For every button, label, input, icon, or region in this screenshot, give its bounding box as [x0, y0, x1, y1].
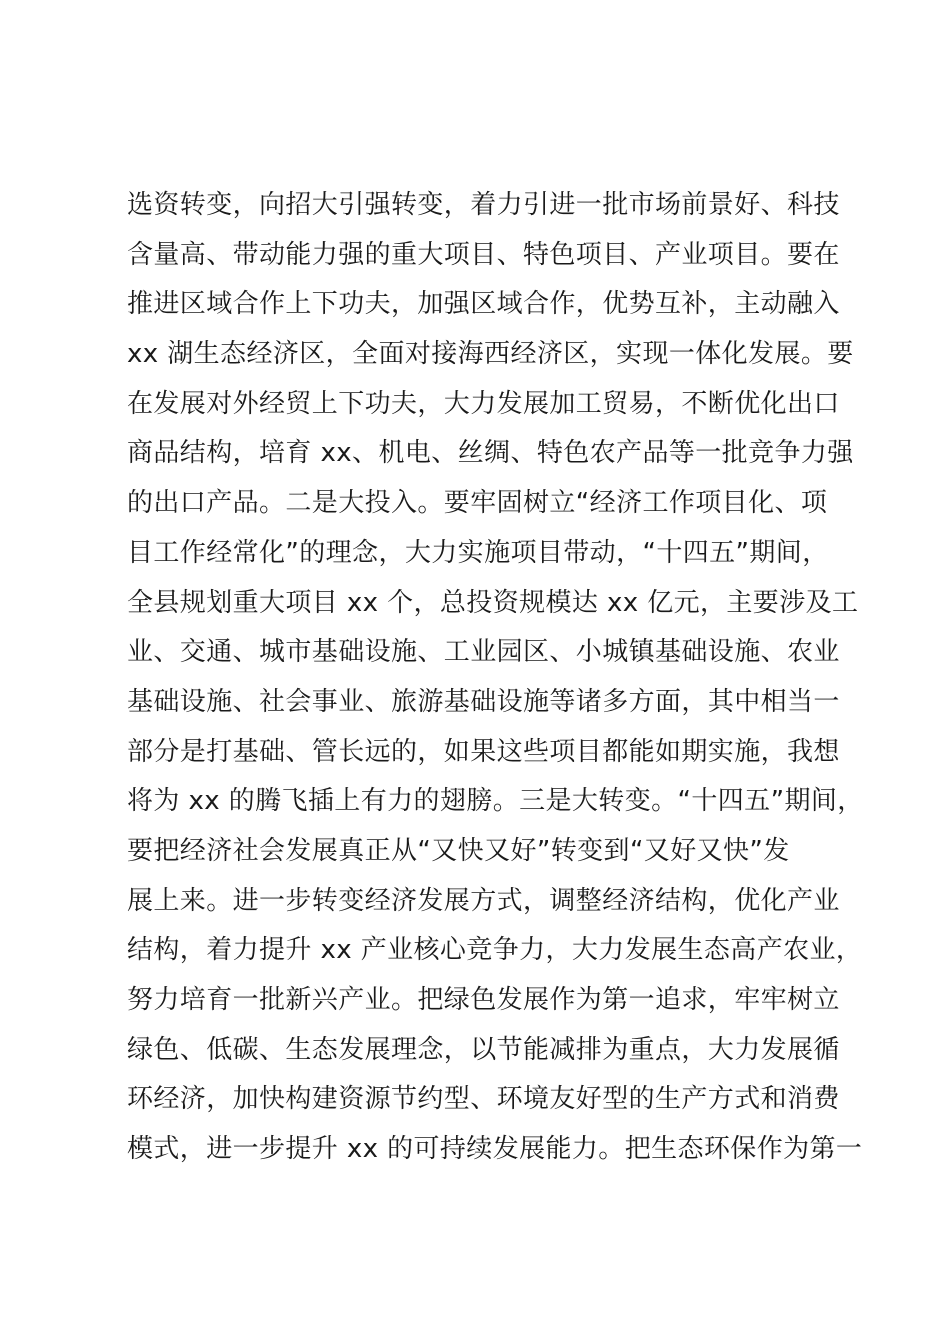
text-line: 选资转变，向招大引强转变，着力引进一批市场前景好、科技: [127, 190, 840, 220]
text-line: 目工作经常化”的理念，大力实施项目带动，“十四五”期间，: [127, 537, 829, 568]
text-line: 基础设施、社会事业、旅游基础设施等诸多方面，其中相当一: [127, 686, 840, 717]
text-line: 绿色、低碳、生态发展理念，以节能减排为重点，大力发展循: [127, 1034, 840, 1065]
text-line: xx 湖生态经济区，全面对接海西经济区，实现一体化发展。要: [127, 339, 854, 370]
text-line: 环经济，加快构建资源节约型、环境友好型的生产方式和消费: [127, 1084, 840, 1115]
text-line: 部分是打基础、管长远的，如果这些项目都能如期实施，我想: [127, 736, 840, 767]
text-line: 展上来。进一步转变经济发展方式，调整经济结构，优化产业: [127, 885, 840, 916]
text-line: 商品结构，培育 xx、机电、丝绸、特色农产品等一批竞争力强: [127, 438, 854, 469]
text-line: 努力培育一批新兴产业。把绿色发展作为第一追求，牢牢树立: [127, 985, 840, 1015]
text-line: 模式，进一步提升 xx 的可持续发展能力。把生态环保作为第一: [127, 1134, 863, 1165]
text-line: 结构，着力提升 xx 产业核心竞争力，大力发展生态高产农业，: [127, 935, 863, 966]
text-line: 推进区域合作上下功夫，加强区域合作，优势互补，主动融入: [127, 289, 840, 320]
text-line: 在发展对外经贸上下功夫，大力发展加工贸易，不断优化出口: [127, 388, 840, 419]
text-line: 业、交通、城市基础设施、工业园区、小城镇基础设施、农业: [127, 637, 840, 668]
text-line: 要把经济社会发展真正从“又快又好”转变到“又好又快”发: [127, 835, 790, 866]
text-line: 的出口产品。二是大投入。要牢固树立“经济工作项目化、项: [127, 488, 828, 519]
text-line: 全县规划重大项目 xx 个，总投资规模达 xx 亿元，主要涉及工: [127, 587, 859, 618]
text-line: 含量高、带动能力强的重大项目、特色项目、产业项目。要在: [127, 239, 840, 270]
text-line: 将为 xx 的腾飞插上有力的翅膀。三是大转变。“十四五”期间，: [127, 786, 864, 817]
body-paragraph: [127, 181, 867, 1175]
